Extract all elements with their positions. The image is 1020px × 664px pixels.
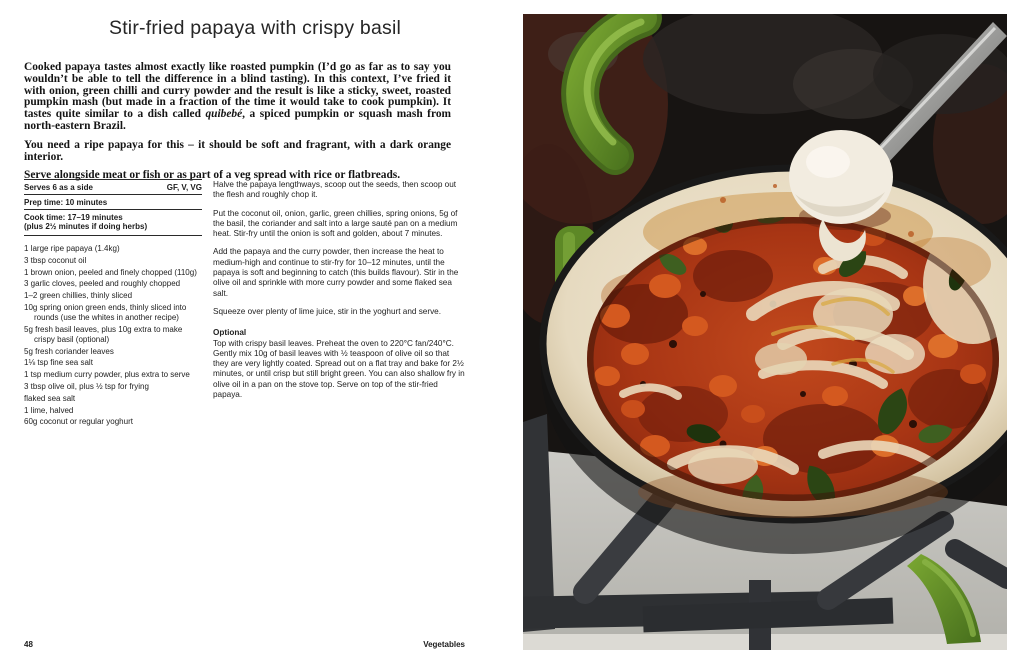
ingredient-item: 3 tbsp olive oil, plus ½ tsp for frying [24, 381, 149, 391]
ingredient-item: 1 tsp medium curry powder, plus extra to serve [24, 370, 190, 380]
cook-time-text: Cook time: 17–19 minutes [24, 212, 123, 222]
method-column [213, 180, 466, 400]
intro-paragraph-3: Serve alongside meat or fish or as part of a veg spread with rice or flatbreads. [24, 169, 401, 182]
prep-time-label: Prep time: 10 minutes [24, 197, 108, 207]
ingredient-item: 1 large ripe papaya (1.4kg) [24, 244, 120, 253]
photo-stir-fried-papaya-in-pan [523, 14, 1007, 650]
optional-text: Top with crispy basil leaves. Preheat the oven to 220°C fan/240°C. Gently mix 10g of basil leaves with ½ teaspoon of olive oil so that they are very lightly coated. Spread out on a flat tray and bake for 2½ minutes, or until crisp but still bright green. You can also shallow fry in olive oil in a pan on the stove top. Serve on top of the stir-fried papaya. [213, 338, 465, 400]
ingredient-item: 60g coconut or regular yoghurt [24, 417, 133, 427]
photo-illustration [523, 14, 1007, 650]
page-number: 48 [24, 640, 33, 649]
method-paragraph: Squeeze over plenty of lime juice, stir in the yoghurt and serve. [213, 306, 442, 316]
recipe-title: Stir-fried papaya with crispy basil [108, 17, 402, 39]
method-paragraph: Halve the papaya lengthways, scoop out the seeds, then scoop out the flesh and roughly chop it. [213, 180, 457, 200]
diet-badges: GF, V, VG [166, 182, 202, 192]
method-paragraph: Add the papaya and the curry powder, then increase the heat to medium-high and continue to stir-fry for 10–12 minutes, until the papaya is soft and beginning to catch (this builds flavour). Stir in the olive oil and sprinkle with more curry powder and some flaked sea salt. [213, 247, 459, 298]
cook-time-row [24, 209, 202, 236]
ingredient-item: 1 lime, halved [24, 405, 74, 415]
ingredient-item: 1–2 green chillies, thinly sliced [24, 291, 133, 301]
optional-heading: Optional [213, 328, 247, 338]
serves-label: Serves 6 as a side [24, 182, 93, 192]
serves-row [24, 179, 202, 194]
ingredient-item: 1⅛ tsp fine sea salt [24, 358, 93, 368]
method-paragraph: Put the coconut oil, onion, garlic, green chillies, spring onions, 5g of the basil, the coriander and salt into a large sauté pan on a medium heat. Stir-fry until the onion is soft and golden, about 7 minutes. [213, 208, 458, 239]
ingredient-item: 3 garlic cloves, peeled and roughly chopped [24, 279, 181, 289]
intro-paragraph-2: You need a ripe papaya for this – it should be soft and fragrant, with a dark orange interior. [24, 138, 451, 163]
recipe-intro [24, 62, 451, 189]
ingredients-list [24, 244, 202, 427]
prep-time-row [24, 194, 202, 209]
cook-time-note: (plus 2½ minutes if doing herbs) [24, 222, 148, 231]
ingredient-item: 10g spring onion green ends, thinly sliced into rounds (use the whites in another recipe) [24, 302, 187, 322]
section-name: Vegetables [423, 640, 465, 649]
ingredient-item: 5g fresh coriander leaves [24, 346, 114, 356]
ingredient-item: 5g fresh basil leaves, plus 10g extra to make crispy basil (optional) [24, 324, 183, 344]
intro-p1-tail: , a spiced pumpkin or squash mash from north-eastern Brazil. [24, 108, 452, 132]
cook-time-label [24, 213, 147, 232]
intro-paragraph-1 [24, 62, 451, 133]
ingredient-item: 3 tbsp coconut oil [24, 255, 87, 265]
intro-p1-italic: quibebé [205, 108, 243, 121]
recipe-info-column [24, 179, 202, 429]
ingredient-item: 1 brown onion, peeled and finely chopped (110g) [24, 267, 197, 277]
optional-section [213, 328, 466, 400]
intro-p1-text: Cooked papaya tastes almost exactly like roasted pumpkin (I’d go as far as to say you wouldn’t be able to tell the difference in a blind tasting). In this context, I’ve fried it with onion, green chilli and curry powder and the result is like a sticky, sweet, roasted pumpkin mash (but made in a fraction of the time it would take to cook pumpkin). It tastes quite similar to a dish called [24, 61, 451, 121]
ingredient-item: flaked sea salt [24, 393, 76, 403]
